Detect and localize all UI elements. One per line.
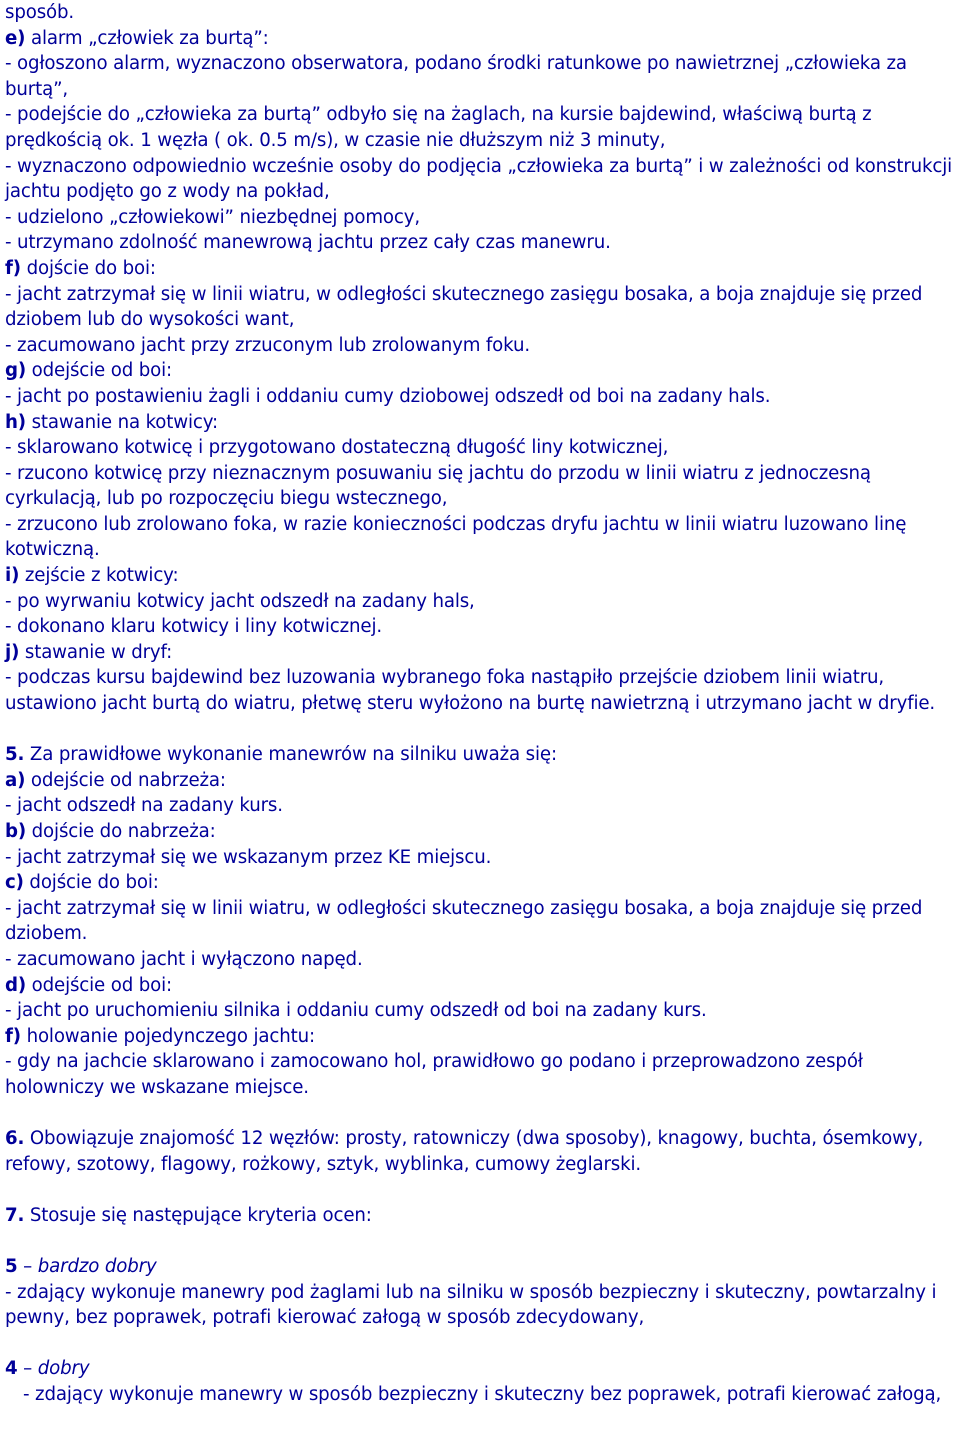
item-title: dojście do boi: (23, 872, 159, 894)
section-j-heading (5, 640, 955, 666)
text-line: - rzucono kotwicę przy nieznacznym posuwaniu się jachtu do przodu w linii wiatru z jednoczesną cyrkulacją, lub po rozpoczęciu biegu wstecznego, (5, 462, 871, 510)
section-6 (5, 1126, 955, 1177)
section-b-heading (5, 819, 955, 845)
grade-name: bardzo dobry (37, 1256, 157, 1278)
text-line: - zrzucono lub zrolowano foka, w razie konieczności podczas dryfu jachtu w linii wiatru luzowano linę kotwiczną. (5, 513, 907, 561)
section-d-heading (5, 973, 955, 999)
text-line: - jacht zatrzymał się w linii wiatru, w odległości skutecznego zasięgu bosaka, a boja znajduje się przed dziobem. (5, 897, 923, 945)
item-title: stawanie na kotwicy: (25, 411, 219, 433)
spacer (5, 1177, 955, 1203)
section-number: 7. (5, 1204, 25, 1226)
item-label: f) (5, 257, 21, 279)
section-e-heading (5, 26, 955, 52)
text-line: - po wyrwaniu kotwicy jacht odszedł na zadany hals, (5, 590, 475, 612)
grade-5-heading (5, 1254, 955, 1280)
text-line: - gdy na jachcie sklarowano i zamocowano hol, prawidłowo go podano i przeprowadzono zespół holowniczy we wskazane miejsce. (5, 1051, 863, 1098)
section-i-heading (5, 563, 955, 589)
text-line: sposób. (5, 2, 75, 23)
grade-number: 5 (5, 1256, 18, 1278)
spacer (5, 1331, 955, 1357)
item-title: holowanie pojedynczego jachtu: (20, 1025, 315, 1047)
spacer (5, 1229, 955, 1255)
document-page (5, 0, 955, 1408)
section-a-heading (5, 768, 955, 794)
item-label: f) (5, 1025, 21, 1047)
item-label: b) (5, 821, 27, 842)
text-line: - zdający wykonuje manewry pod żaglami lub na silniku w sposób bezpieczny i skuteczny, powtarzalny i pewny, bez poprawek, potrafi kierować załogą w sposób zdecydowany, (5, 1281, 937, 1329)
item-label: g) (5, 360, 27, 382)
text-line: - sklarowano kotwicę i przygotowano dostateczną długość liny kotwicznej, (5, 437, 669, 459)
item-title: alarm „człowiek za burtą”: (25, 27, 269, 49)
item-label: j) (5, 641, 20, 663)
grade-name: dobry (37, 1358, 90, 1380)
item-title: odejście od boi: (26, 974, 172, 996)
text-line: - udzielono „człowiekowi” niezbędnej pomocy, (5, 206, 420, 228)
spacer (5, 1101, 955, 1127)
text-line: - wyznaczono odpowiednio wcześnie osoby do podjęcia „człowieka za burtą” i w zależności od konstrukcji jachtu podjęto go z wody na pokład, (5, 155, 953, 203)
section-g-heading (5, 358, 955, 384)
section-c-heading (5, 870, 955, 896)
item-label: i) (5, 565, 20, 587)
section-text: Obowiązuje znajomość 12 węzłów: prosty, ratowniczy (dwa sposoby), knagowy, buchta, ósemkowy, refowy, szotowy, flagowy, rożkowy, sztyk, wyblinka, cumowy żeglarski. (5, 1128, 924, 1175)
section-7-heading (5, 1203, 955, 1229)
text-line: - zacumowano jacht przy zrzuconym lub zrolowanym foku. (5, 334, 530, 356)
text-line: - jacht zatrzymał się w linii wiatru, w odległości skutecznego zasięgu bosaka, a boja znajduje się przed dziobem lub do wysokości want, (5, 283, 923, 331)
section-title: Stosuje się następujące kryteria ocen: (24, 1204, 372, 1226)
text-line: - jacht po uruchomieniu silnika i oddaniu cumy odszedł od boi na zadany kurs. (5, 1000, 707, 1022)
item-title: zejście z kotwicy: (19, 565, 179, 587)
item-title: dojście do nabrzeża: (26, 821, 216, 842)
section-number: 5. (5, 744, 25, 766)
text-line: - jacht zatrzymał się we wskazanym przez KE miejscu. (5, 846, 492, 868)
text-line: - zdający wykonuje manewry w sposób bezpieczny i skuteczny bez poprawek, potrafi kierować załogą, (23, 1384, 942, 1406)
item-label: a) (5, 769, 26, 791)
section-f-heading (5, 256, 955, 282)
item-label: h) (5, 411, 26, 433)
grade-number: 4 (5, 1358, 18, 1380)
item-label: d) (5, 974, 27, 996)
text-line: - jacht odszedł na zadany kurs. (5, 795, 283, 817)
text-line: - ogłoszono alarm, wyznaczono obserwatora, podano środki ratunkowe po nawietrznej „człowieka za burtą”, (5, 53, 907, 100)
item-label: c) (5, 872, 24, 894)
text-line: - podejście do „człowieka za burtą” odbyło się na żaglach, na kursie bajdewind, właściwą burtą z prędkością ok. 1 węzła ( ok. 0.5 m/s), w czasie nie dłuższym niż 3 minuty, (5, 104, 872, 151)
text-line: - dokonano klaru kotwicy i liny kotwicznej. (5, 616, 382, 638)
item-label: e) (5, 27, 26, 49)
grade-dash: – (17, 1256, 38, 1278)
item-title: odejście od boi: (26, 360, 172, 382)
section-number: 6. (5, 1128, 25, 1150)
text-line: - jacht po postawieniu żagli i oddaniu cumy dziobowej odszedł od boi na zadany hals. (5, 385, 771, 407)
grade-dash: – (17, 1358, 38, 1380)
text-line: - zacumowano jacht i wyłączono napęd. (5, 948, 363, 970)
section-ff-heading (5, 1024, 955, 1050)
text-line: - utrzymano zdolność manewrową jachtu przez cały czas manewru. (5, 232, 611, 254)
spacer (5, 717, 955, 743)
grade-4-heading (5, 1356, 955, 1382)
item-title: dojście do boi: (20, 257, 156, 279)
item-title: stawanie w dryf: (19, 641, 173, 663)
section-5-heading (5, 742, 955, 768)
section-title: Za prawidłowe wykonanie manewrów na silniku uważa się: (24, 744, 557, 766)
section-h-heading (5, 410, 955, 436)
text-line: - podczas kursu bajdewind bez luzowania wybranego foka nastąpiło przejście dziobem linii wiatru, ustawiono jacht burtą do wiatru, płetwę steru wyłożono na burtę nawietrzną i utrzymano jacht w dryfie. (5, 667, 936, 715)
item-title: odejście od nabrzeża: (25, 769, 226, 791)
